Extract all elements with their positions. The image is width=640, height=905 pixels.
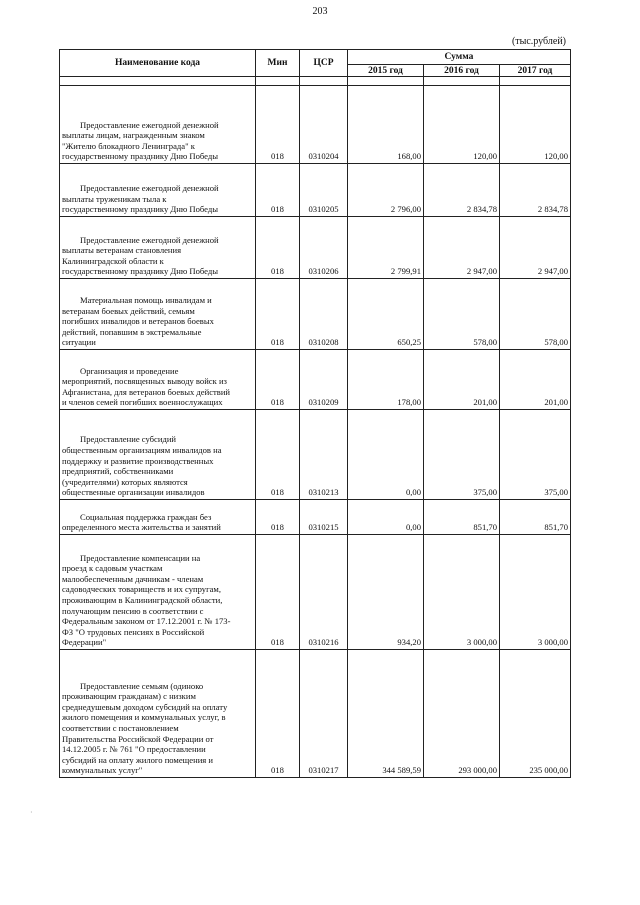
row-2015: 344 589,59 (348, 650, 424, 778)
row-2017: 235 000,00 (500, 650, 571, 778)
row-2016: 578,00 (424, 279, 500, 350)
row-name (60, 279, 256, 350)
row-csr: 0310209 (300, 350, 348, 410)
row-csr: 0310217 (300, 650, 348, 778)
row-name-line: Афганистана, для ветеранов боевых действий (62, 386, 231, 397)
row-2017: 578,00 (500, 279, 571, 350)
row-csr: 0310213 (300, 410, 348, 500)
row-name-line: Предоставление ежегодной денежной (80, 234, 219, 245)
row-name-line: соответствии с постановлением (62, 723, 179, 734)
header-name: Наименование кода (60, 50, 256, 77)
row-name-line: малообеспеченным дачникам - членам (62, 573, 204, 584)
table-row (60, 535, 571, 650)
row-name (60, 410, 256, 500)
row-name-line: ветеранам боевых действий, семьям (62, 305, 195, 316)
row-2015: 2 799,91 (348, 217, 424, 279)
row-name-line: Калининградской области к (62, 255, 164, 266)
row-name (60, 500, 256, 535)
row-2017: 120,00 (500, 86, 571, 164)
row-name-line: государственному празднику Дню Победы (62, 266, 219, 277)
row-2015: 178,00 (348, 350, 424, 410)
row-2017: 2 834,78 (500, 164, 571, 217)
row-2017: 375,00 (500, 410, 571, 500)
row-name-line: Материальная помощь инвалидам и (80, 295, 212, 306)
row-name (60, 535, 256, 650)
row-name-line: Предоставление ежегодной денежной (80, 183, 219, 194)
row-name-line: 14.12.2005 г. № 761 "О предоставлении (62, 744, 206, 755)
row-name-line: Федеральным законом от 17.12.2001 г. № 173- (62, 616, 231, 627)
row-csr: 0310206 (300, 217, 348, 279)
row-min: 018 (256, 86, 300, 164)
row-2016: 2 834,78 (424, 164, 500, 217)
row-min: 018 (256, 164, 300, 217)
row-name (60, 350, 256, 410)
row-2016: 293 000,00 (424, 650, 500, 778)
row-name-line: Правительства Российской Федерации от (62, 733, 214, 744)
row-name-line: общественным организациям инвалидов на (62, 445, 222, 456)
header-csr: ЦСР (300, 50, 348, 77)
row-2015: 0,00 (348, 410, 424, 500)
row-name-line: выплаты лицам, награжденным знаком (62, 130, 205, 141)
header-year-2017: 2017 год (500, 65, 571, 77)
budget-table (59, 49, 571, 778)
row-csr: 0310204 (300, 86, 348, 164)
row-min: 018 (256, 500, 300, 535)
row-name (60, 86, 256, 164)
row-min: 018 (256, 279, 300, 350)
row-2015: 0,00 (348, 500, 424, 535)
row-name-line: проживающим гражданам) с низким (62, 691, 196, 702)
row-name (60, 650, 256, 778)
table-row (60, 217, 571, 279)
row-name-line: выплаты ветеранам становления (62, 245, 182, 256)
header-year-2015: 2015 год (348, 65, 424, 77)
row-name-line: и членов семей погибших военнослужащих (62, 397, 223, 408)
row-2016: 3 000,00 (424, 535, 500, 650)
row-name-line: (учредителями) которых являются (62, 476, 188, 487)
row-csr: 0310215 (300, 500, 348, 535)
row-name-line: поддержку и развитие производственных (62, 455, 214, 466)
row-2017: 851,70 (500, 500, 571, 535)
row-name-line: Предоставление семьям (одиноко (80, 680, 204, 691)
row-2016: 2 947,00 (424, 217, 500, 279)
row-name-line: среднедушевым доходом субсидий на оплату (62, 701, 228, 712)
row-min: 018 (256, 217, 300, 279)
table-row (60, 500, 571, 535)
header-sum: Сумма (348, 50, 571, 65)
row-min: 018 (256, 650, 300, 778)
row-2017: 2 947,00 (500, 217, 571, 279)
row-csr: 0310205 (300, 164, 348, 217)
row-name (60, 217, 256, 279)
row-2016: 375,00 (424, 410, 500, 500)
row-min: 018 (256, 410, 300, 500)
row-2017: 3 000,00 (500, 535, 571, 650)
row-2016: 120,00 (424, 86, 500, 164)
row-2015: 934,20 (348, 535, 424, 650)
row-2015: 2 796,00 (348, 164, 424, 217)
row-name-line: субсидий на оплату жилого помещения и (62, 754, 214, 765)
row-2017: 201,00 (500, 350, 571, 410)
row-name-line: предприятий, собственниками (62, 466, 174, 477)
row-csr: 0310216 (300, 535, 348, 650)
row-name-line: ФЗ "О трудовых пенсиях в Российской (62, 626, 205, 637)
row-name-line: Организация и проведение (80, 365, 179, 376)
table-row (60, 164, 571, 217)
header-min: Мин (256, 50, 300, 77)
row-2015: 650,25 (348, 279, 424, 350)
row-2015: 168,00 (348, 86, 424, 164)
row-name-line: государственному празднику Дню Победы (62, 151, 219, 162)
row-name-line: садоводческих товариществ и их супругам, (62, 584, 222, 595)
row-2016: 851,70 (424, 500, 500, 535)
table-row (60, 279, 571, 350)
row-name-line: Предоставление ежегодной денежной (80, 119, 219, 130)
row-name-line: ситуации (62, 337, 96, 348)
row-name (60, 164, 256, 217)
row-name-line: Социальная поддержка граждан без (80, 511, 212, 522)
row-name-line: получающим пенсию в соответствии с (62, 605, 204, 616)
table-row (60, 410, 571, 500)
row-name-line: "Жителю блокадного Ленинграда" к (62, 140, 195, 151)
row-name-line: мероприятий, посвященных выводу войск из (62, 376, 227, 387)
row-name-line: проезд к садовым участкам (62, 563, 163, 574)
table-row (60, 86, 571, 164)
row-name-line: погибших инвалидов и ветеранов боевых (62, 316, 214, 327)
row-name-line: Предоставление компенсации на (80, 552, 201, 563)
row-name-line: Федерации" (62, 637, 107, 648)
table-row (60, 650, 571, 778)
row-name-line: государственному празднику Дню Победы (62, 204, 219, 215)
header-year-2016: 2016 год (424, 65, 500, 77)
row-min: 018 (256, 535, 300, 650)
spacer-row (60, 77, 571, 86)
scan-artifact: · (30, 808, 33, 817)
row-min: 018 (256, 350, 300, 410)
table-body (60, 77, 571, 778)
row-name-line: коммунальных услуг" (62, 765, 143, 776)
units-label: (тыс.рублей) (511, 36, 566, 47)
table-row (60, 350, 571, 410)
row-2016: 201,00 (424, 350, 500, 410)
row-csr: 0310208 (300, 279, 348, 350)
page-number: 203 (312, 6, 328, 17)
row-name-line: проживающим в Калининградской области, (62, 595, 223, 606)
row-name-line: действий, попавшим в экстремальные (62, 326, 202, 337)
row-name-line: общественные организации инвалидов (62, 487, 205, 498)
row-name-line: определенного места жительства и занятий (62, 522, 221, 533)
row-name-line: жилого помещения и коммунальных услуг, в (62, 712, 226, 723)
row-name-line: выплаты труженикам тыла к (62, 193, 167, 204)
row-name-line: Предоставление субсидий (80, 434, 177, 445)
